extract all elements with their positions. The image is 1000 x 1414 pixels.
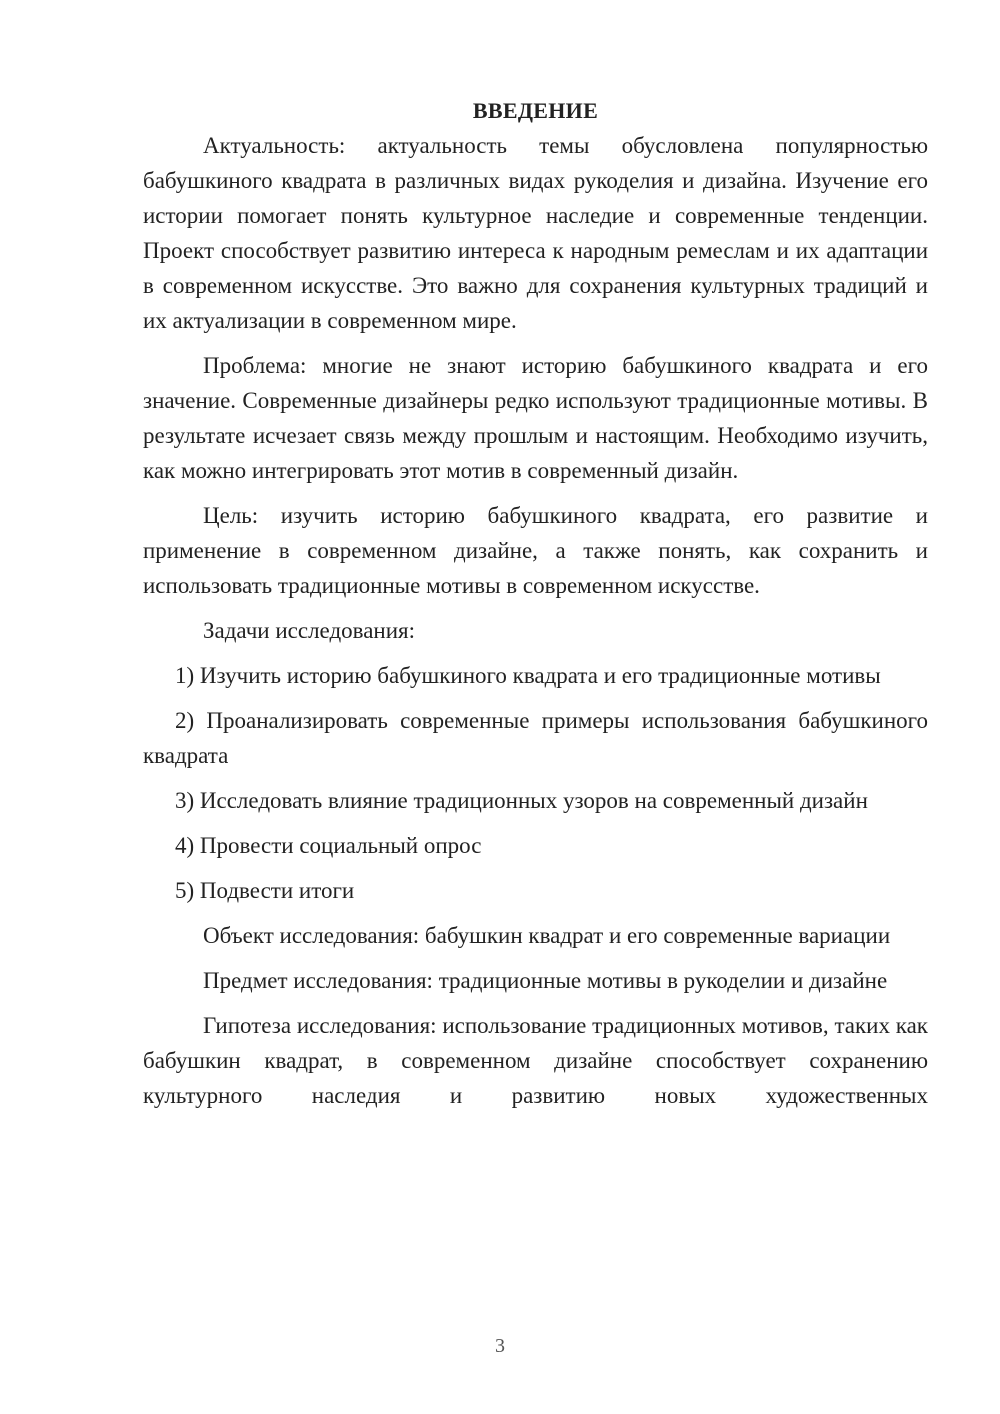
paragraph-relevance: Актуальность: актуальность темы обусловлена популярностью бабушкиного квадрата в различных видах рукоделия и дизайна. Изучение его истории помогает понять культурное наследие и современные тенденции. Проект способствует развитию интереса к народным ремеслам и их адаптации в современном искусстве. Это важно для сохранения культурных традиций и их актуализации в современном мире.: [143, 133, 928, 333]
task-item-5: 5) Подвести итоги: [175, 878, 355, 903]
paragraph-problem: Проблема: многие не знают историю бабушкиного квадрата и его значение. Современные дизайнеры редко используют традиционные мотивы. В результате исчезает связь между прошлым и настоящим. Необходимо изучить, как можно интегрировать этот мотив в современный дизайн.: [143, 353, 928, 483]
task-item-4: 4) Провести социальный опрос: [175, 833, 482, 858]
task-item-1: 1) Изучить историю бабушкиного квадрата и его традиционные мотивы: [175, 663, 881, 688]
tasks-heading: Задачи исследования:: [203, 618, 416, 643]
paragraph-hypothesis: Гипотеза исследования: использование традиционных мотивов, таких как бабушкин квадрат, в современном дизайне способствует сохранению культурного наследия и развитию новых художественных: [143, 1013, 928, 1108]
task-item-3: 3) Исследовать влияние традиционных узоров на современный дизайн: [175, 788, 868, 813]
page-number: 3: [495, 1335, 505, 1357]
page-content: [143, 93, 928, 1113]
paragraph-subject: Предмет исследования: традиционные мотивы в рукоделии и дизайне: [203, 968, 888, 993]
task-item-2: 2) Проанализировать современные примеры использования бабушкиного квадрата: [143, 708, 928, 768]
section-title: ВВЕДЕНИЕ: [472, 98, 599, 123]
paragraph-goal: Цель: изучить историю бабушкиного квадрата, его развитие и применение в современном дизайне, а также понять, как сохранить и использовать традиционные мотивы в современном искусстве.: [143, 503, 928, 598]
paragraph-object: Объект исследования: бабушкин квадрат и его современные вариации: [203, 923, 891, 948]
